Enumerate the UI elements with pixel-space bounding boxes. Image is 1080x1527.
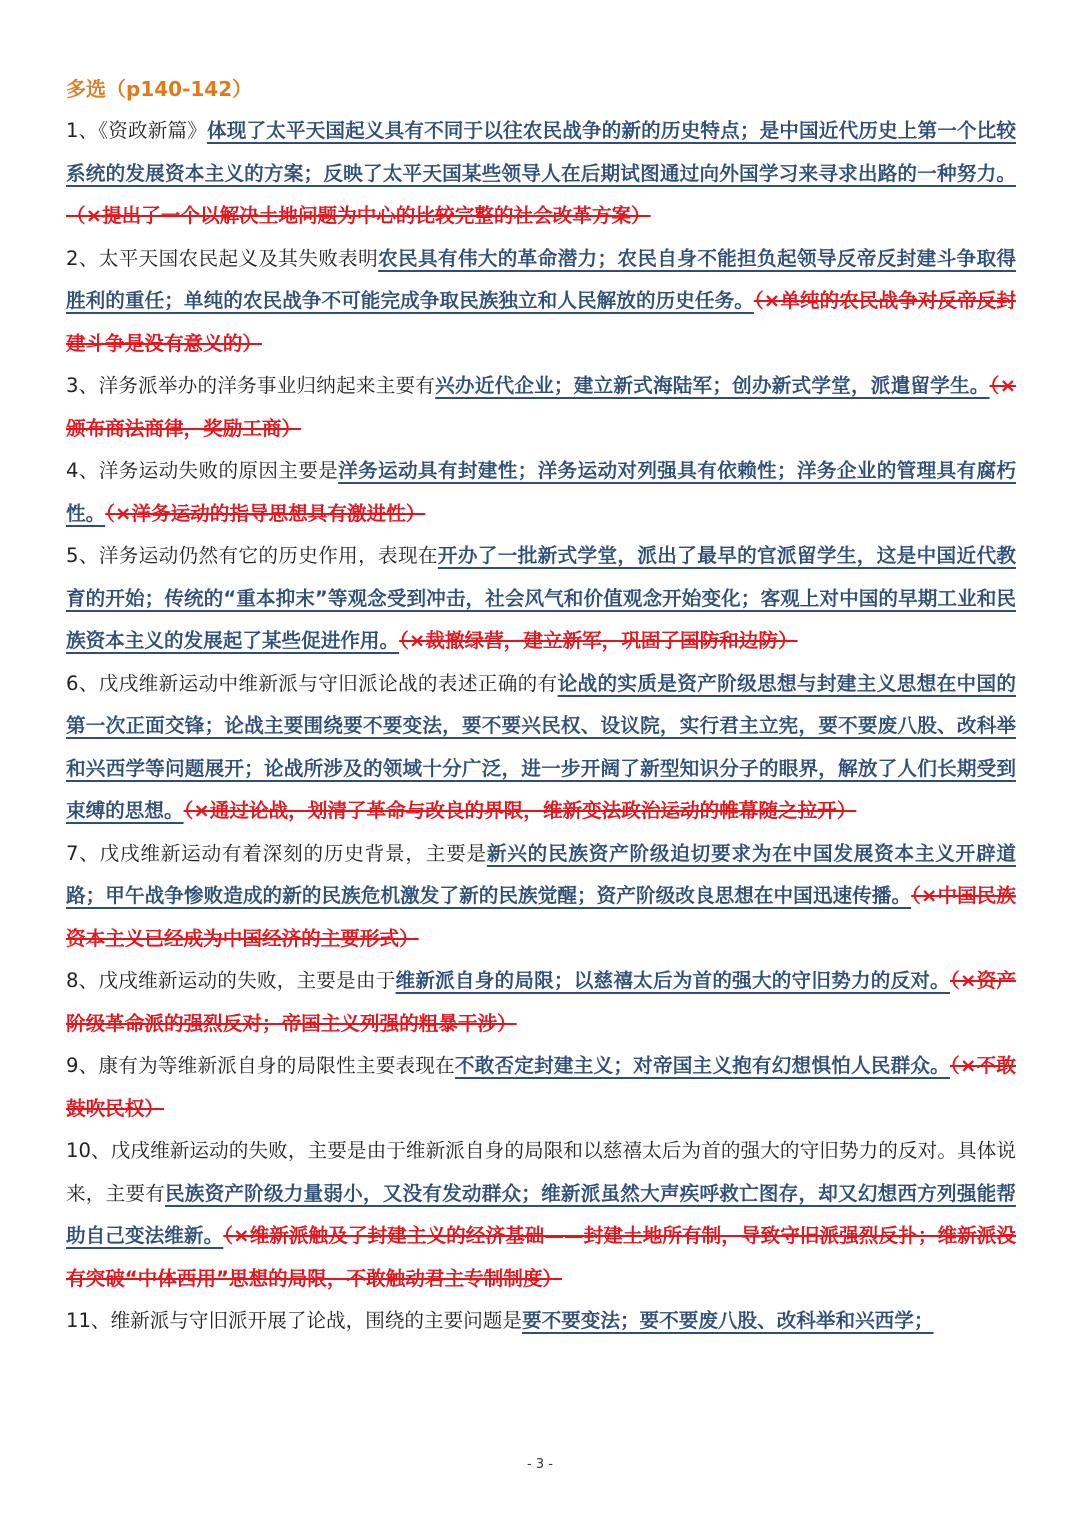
correct-answer: 开办了一批新式学堂，派出了最早的官派留学生，这是中国近代教育的开始；传统的“重本抑末”等观念受到冲击，社会风气和价值观念开始变化；客观上对中国的早期工业和民族资本主义的发展起了某些促进作用。: [66, 544, 1016, 652]
question-item-1: [66, 110, 1016, 238]
wrong-option: （×单纯的农民战争对反帝反封建斗争是没有意义的）: [66, 289, 1017, 355]
question-item-9: [66, 1045, 1016, 1130]
section-heading: 多选（p140-142）: [66, 77, 253, 101]
question-item-2: [66, 238, 1016, 366]
question-list: [66, 110, 1016, 1343]
wrong-option: （×裁撤绿营，建立新军，巩固了国防和边防）: [399, 629, 798, 652]
correct-answer: 维新派自身的局限；以慈禧太后为首的强大的守旧势力的反对。: [395, 969, 950, 992]
correct-answer: 洋务运动具有封建性；洋务运动对列强具有依赖性；洋务企业的管理具有腐朽性。: [66, 459, 1017, 525]
correct-answer: 兴办近代企业；建立新式海陆军；创办新式学堂，派遣留学生。: [435, 374, 990, 397]
correct-answer: 要不要变法；要不要废八股、改科举和兴西学；: [522, 1309, 934, 1332]
question-item-7: [66, 833, 1016, 961]
question-item-10: [66, 1130, 1016, 1300]
question-stem: 6、戊戌维新运动中维新派与守旧派论战的表述正确的有: [66, 671, 558, 695]
question-item-11: [66, 1300, 1016, 1343]
wrong-option: （×中国民族资本主义已经成为中国经济的主要形式）: [66, 884, 1016, 950]
question-stem: 3、洋务派举办的洋务事业归纳起来主要有: [66, 374, 436, 397]
question-item-6: [66, 663, 1016, 833]
question-stem: 8、戊戌维新运动的失败，主要是由于: [66, 969, 396, 992]
page-number: - 3 -: [527, 1457, 553, 1472]
correct-answer: 农民具有伟大的革命潜力；农民自身不能担负起领导反帝反封建斗争取得胜利的重任；单纯的农民战争不可能完成争取民族独立和人民解放的历史任务。: [66, 246, 1017, 312]
question-stem: 2、太平天国农民起义及其失败表明: [66, 246, 379, 270]
wrong-option: （×资产阶级革命派的强烈反对；帝国主义列强的粗暴干涉）: [66, 969, 1017, 1035]
question-stem: 1、《资政新篇》: [66, 119, 207, 142]
question-stem: 11、维新派与守旧派开展了论战，围绕的主要问题是: [66, 1309, 522, 1332]
wrong-option: （×提出了一个以解决土地问题为中心的比较完整的社会改革方案）: [66, 204, 651, 227]
wrong-option: （×颁布商法商律，奖励工商）: [66, 374, 1017, 440]
question-stem: 10、戊戌维新运动的失败，主要是由于维新派自身的局限和以慈禧太后为首的强大的守旧势力的反对。具体说来，主要有: [66, 1139, 1016, 1205]
question-stem: 9、康有为等维新派自身的局限性主要表现在: [66, 1054, 455, 1077]
question-item-3: [66, 365, 1016, 450]
question-item-4: [66, 450, 1016, 535]
wrong-option: （×洋务运动的指导思想具有激进性）: [105, 501, 426, 525]
question-stem: 4、洋务运动失败的原因主要是: [66, 459, 339, 482]
correct-answer: 新兴的民族资产阶级迫切要求为在中国发展资本主义开辟道路；甲午战争惨败造成的新的民族危机激发了新的民族觉醒；资产阶级改良思想在中国迅速传播。: [66, 841, 1016, 907]
wrong-option: （×通过论战，划清了革命与改良的界限，维新变法政治运动的帷幕随之拉开）: [183, 799, 857, 822]
question-stem: 5、洋务运动仍然有它的历史作用，表现在: [66, 544, 438, 567]
correct-answer: 论战的实质是资产阶级思想与封建主义思想在中国的第一次正面交锋；论战主要围绕要不要变法，要不要兴民权、设议院，实行君主立宪，要不要废八股、改科举和兴西学等问题展开；论战所涉及的领域十分广泛，进一步开阔了新型知识分子的眼界，解放了人们长期受到束缚的思想。: [66, 671, 1017, 822]
wrong-option: （×维新派触及了封建主义的经济基础——封建土地所有制，导致守旧派强烈反扑；维新派没有突破“中体西用”思想的局限，不敢触动君主专制制度）: [66, 1224, 1017, 1290]
wrong-option: （×不敢鼓吹民权）: [66, 1054, 1017, 1120]
question-stem: 7、戊戌维新运动有着深刻的历史背景，主要是: [66, 841, 487, 865]
correct-answer: 不敢否定封建主义；对帝国主义抱有幻想惧怕人民群众。: [454, 1054, 950, 1077]
correct-answer: 体现了太平天国起义具有不同于以往农民战争的新的历史特点；是中国近代历史上第一个比较系统的发展资本主义的方案；反映了太平天国某些领导人在后期试图通过向外国学习来寻求出路的一种努力。: [66, 119, 1017, 185]
question-item-5: [66, 535, 1016, 663]
question-item-8: [66, 960, 1016, 1045]
correct-answer: 民族资产阶级力量弱小，又没有发动群众；维新派虽然大声疾呼救亡图存，却又幻想西方列强能帮助自己变法维新。: [66, 1181, 1017, 1247]
